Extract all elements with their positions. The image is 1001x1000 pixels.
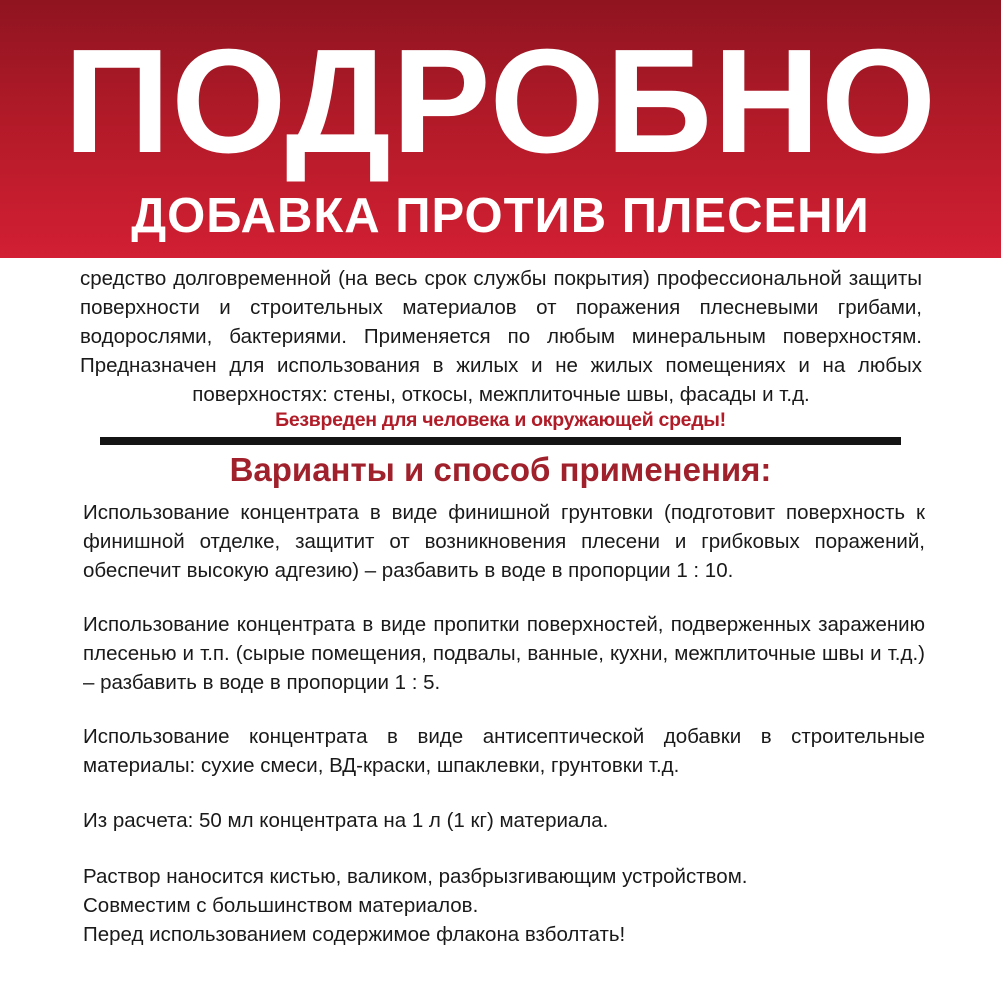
safety-notice: Безвреден для человека и окружающей среды! bbox=[275, 409, 726, 431]
usage-dosage-paragraph: Из расчета: 50 мл концентрата на 1 л (1 кг) материала. bbox=[83, 809, 609, 832]
shake-warning-line: Перед использованием содержимое флакона взболтать! bbox=[83, 923, 626, 946]
usage-primer-paragraph: Использование концентрата в виде финишной грунтовки (подготовит поверхность к финишной отделке, защитит от возникновения плесени и грибковых поражений, обеспечит высокую адгезию) – разбавить в воде в пропорции 1 : 10. bbox=[83, 501, 925, 582]
compatibility-line: Совместим с большинством материалов. bbox=[83, 894, 479, 917]
section-divider bbox=[100, 437, 901, 445]
usage-impregnation-paragraph: Использование концентрата в виде пропитки поверхностей, подверженных заражению плесенью и т.п. (сырые помещения, подвалы, ванные, кухни, межплиточные швы и т.д.) – разбавить в воде в пропорции 1 : 5. bbox=[83, 613, 925, 694]
application-method-line: Раствор наносится кистью, валиком, разбрызгивающим устройством. bbox=[83, 865, 748, 888]
usage-instructions-paragraph bbox=[83, 862, 925, 949]
banner-title: ПОДРОБНО bbox=[63, 19, 938, 184]
banner-subtitle: ДОБАВКА ПРОТИВ ПЛЕСЕНИ bbox=[131, 189, 870, 243]
usage-section-heading: Варианты и способ применения: bbox=[229, 451, 772, 488]
product-description: средство долговременной (на весь срок службы покрытия) профессиональной защиты поверхности и строительных материалов от поражения плесневыми грибами, водорослями, бактериями. Применяется по любым минеральным поверхностям. Предназначен для использования в жилых и не жилых помещениях и на любых поверхностях: стены, откосы, межплиточные швы, фасады и т.д. bbox=[80, 267, 922, 406]
usage-additive-paragraph: Использование концентрата в виде антисептической добавки в строительные материалы: сухие смеси, ВД-краски, шпаклевки, грунтовки т.д. bbox=[83, 725, 925, 777]
header-banner bbox=[0, 0, 1001, 258]
